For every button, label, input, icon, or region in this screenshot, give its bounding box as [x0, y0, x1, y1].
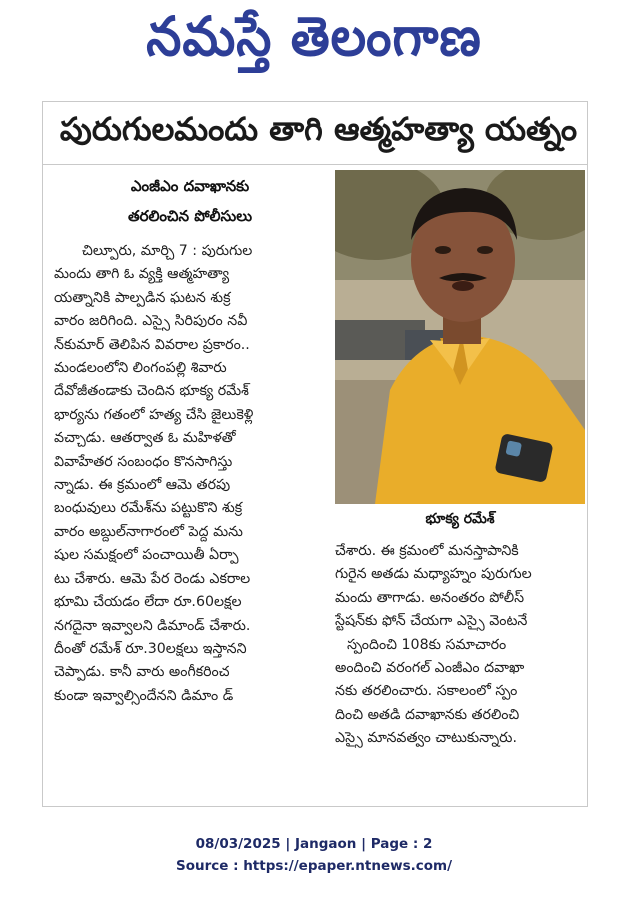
photo-caption: భూక్య రమేశ్ [425, 510, 495, 527]
body-line: కుండా ఇవ్వాల్సిందేనని డిమాం డ్ [54, 687, 234, 704]
body-line: స్టేషన్‌కు ఫోన్ చేయగా ఎస్సై వెంటనే [335, 613, 528, 630]
footer-date-edition: 08/03/2025 | Jangaon | Page : 2 [195, 836, 433, 852]
newspaper-title: నమస్తే తెలంగాణ [146, 4, 482, 68]
body-line: బంధువులు రమేశ్‌ను పట్టుకొని శుక్ర [54, 500, 243, 517]
body-line: మందు తాగాడు. అనంతరం పోలీస్ [335, 589, 525, 606]
body-line: దించి అతడి దవాఖానకు తరలించి [335, 706, 520, 723]
footer-source: Source : https://epaper.ntnews.com/ [175, 858, 453, 874]
body-line: నకు తరలించారు. సకాలంలో స్పం [335, 683, 518, 700]
headline-divider [42, 164, 588, 165]
body-line: దేవోజీతండాకు చెందిన భూక్య రమేశ్ [54, 383, 249, 400]
body-line: టు చేశారు. ఆమె పేర రెండు ఎకరాల [54, 570, 251, 587]
body-line: వారం జరిగింది. ఎస్సై సిరిపురం నవీ [54, 313, 248, 330]
article-headline: పురుగులమందు తాగి ఆత్మహత్యా యత్నం [59, 110, 578, 148]
body-line: నగదైనా ఇవ్వాలని డిమాండ్ చేశారు. [54, 617, 251, 634]
article-left-border [42, 101, 43, 807]
body-line: అందించి వరంగల్ ఎంజీఎం దవాఖా [335, 660, 525, 677]
article-bottom-border [42, 806, 588, 807]
body-line: చిల్పూరు, మార్చి 7 : పురుగుల [82, 243, 253, 259]
article-subheadline-line-1: ఎంజీఎం దవాఖానకు [130, 177, 250, 195]
body-line: గురైన అతడు మధ్యాహ్నం పురుగుల [335, 566, 532, 583]
body-line: యత్నానికి పాల్పడిన ఘటన శుక్ర [54, 289, 231, 306]
masthead-divider [42, 101, 588, 102]
article-right-column [335, 540, 583, 751]
body-line: వచ్చాడు. ఆతర్వాత ఓ మహిళతో [54, 430, 236, 447]
body-line: వివాహేతర సంబంధం కొనసాగిస్తు [54, 453, 233, 470]
body-line: స్పందించి 108కు సమాచారం [347, 636, 507, 653]
person-photo [335, 170, 585, 504]
body-line: మందు తాగి ఓ వ్యక్తి ఆత్మహత్యా [54, 266, 230, 283]
body-line: చెప్పాడు. కానీ వారు అంగీకరించ [54, 664, 230, 681]
article-subheadline-line-2: తరలించిన పోలీసులు [127, 207, 253, 225]
person-photo-illustration [335, 170, 585, 504]
body-line: భార్యను గతంలో హత్య చేసి జైలుకెళ్లి [54, 406, 254, 423]
body-line: న్నాడు. ఈ క్రమంలో ఆమె తరపు [54, 477, 231, 494]
body-line: షుల సమక్షంలో పంచాయితీ ఏర్పా [54, 547, 239, 564]
body-line: దీంతో రమేశ్ రూ.30లక్షలు ఇస్తానని [54, 640, 247, 657]
body-line: చేశారు. ఈ క్రమంలో మనస్తాపానికి [335, 543, 519, 559]
article-left-column [54, 240, 326, 708]
body-line: మండలంలోని లింగంపల్లి శివారు [54, 360, 227, 377]
article-right-border [587, 101, 588, 807]
body-line: భూమి చేయడం లేదా రూ.60లక్షల [54, 594, 242, 611]
body-line: న్‌కుమార్ తెలిపిన వివరాల ప్రకారం.. [54, 336, 250, 353]
body-line: వారం అబ్దుల్‌నాగారంలో పెద్ద మను [54, 523, 243, 540]
body-line: ఎస్సై మానవత్వం చాటుకున్నారు. [335, 730, 517, 747]
masthead [0, 0, 628, 86]
